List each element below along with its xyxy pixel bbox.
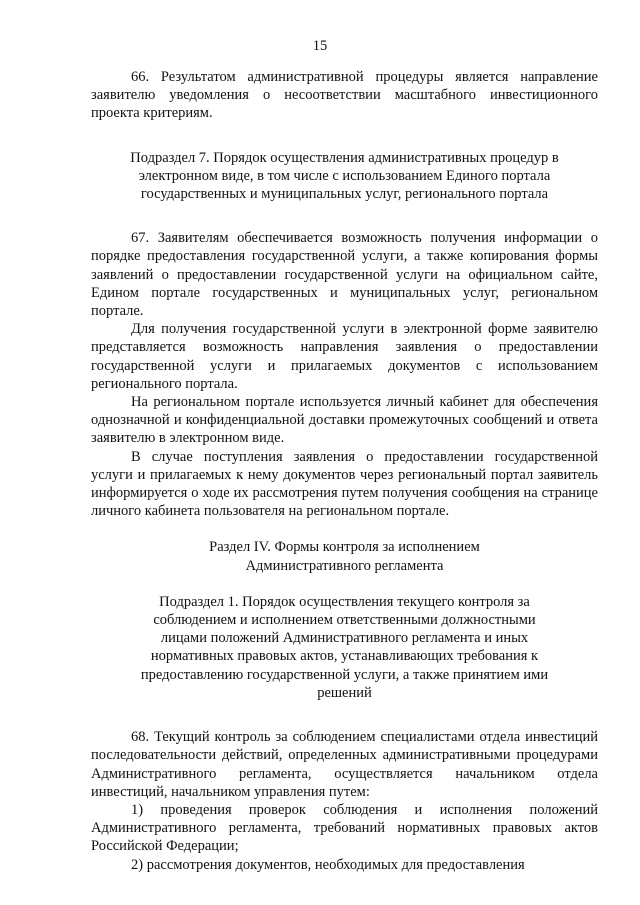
- document-body: [91, 68, 598, 874]
- paragraph-67-notification: В случае поступления заявления о предоставлении государственной услуги и прилагаемых к нему документов через региональный портал заявитель информируется о ходе их рассмотрения путем получения сообщения на странице личного кабинета пользователя на региональном портале.: [91, 448, 598, 520]
- section-4-heading-line1: Раздел IV. Формы контроля за исполнением: [209, 539, 480, 556]
- paragraph-67-personal-cabinet: На региональном портале используется личный кабинет для обеспечения однозначной и конфиденциальной доставки промежуточных сообщений и ответа заявителю в электронном виде.: [91, 394, 598, 447]
- paragraph-68-item-1: 1) проведения проверок соблюдения и исполнения положений Административного регламента, требований нормативных правовых актов Российской Федерации;: [91, 801, 598, 855]
- subsection-1-heading: Подраздел 1. Порядок осуществления текущего контроля за соблюдением и исполнением ответственными должностными лицами положений Административного регламента и иных нормативных правовых актов, устанавливающих требования к предоставлению государственной услуги, а также принятием ими решений: [140, 593, 549, 701]
- paragraph-68-item-2: 2) рассмотрения документов, необходимых для предоставления: [131, 856, 525, 873]
- paragraph-68: 68. Текущий контроль за соблюдением специалистами отдела инвестиций последовательности действий, определенных административными процедурами Административного регламента, осуществляется начальником отдела инвестиций, начальником управления путем:: [91, 729, 598, 800]
- paragraph-66: 66. Результатом административной процедуры является направление заявителю уведомления о несоответствии масштабного инвестиционного проекта критериям.: [91, 69, 598, 122]
- paragraph-67: 67. Заявителям обеспечивается возможность получения информации о порядке предоставления государственной услуги, а также копирования формы заявлений о предоставлении государственной услуги на официальном сайте, Едином портале государственных и муниципальных услуг, региональном портале.: [91, 230, 598, 320]
- page-number: 15: [312, 38, 328, 54]
- section-4-heading-line2: Административного регламента: [245, 557, 444, 574]
- paragraph-67-electronic-form: Для получения государственной услуги в электронной форме заявителю представляется возможность направления заявления о предоставлении государственной услуги и прилагаемых документов с использованием регионального портала.: [91, 321, 598, 392]
- subsection-7-heading: Подраздел 7. Порядок осуществления административных процедур в электронном виде, в том числе с использованием Единого портала государственных и муниципальных услуг, регионального портала: [130, 149, 559, 203]
